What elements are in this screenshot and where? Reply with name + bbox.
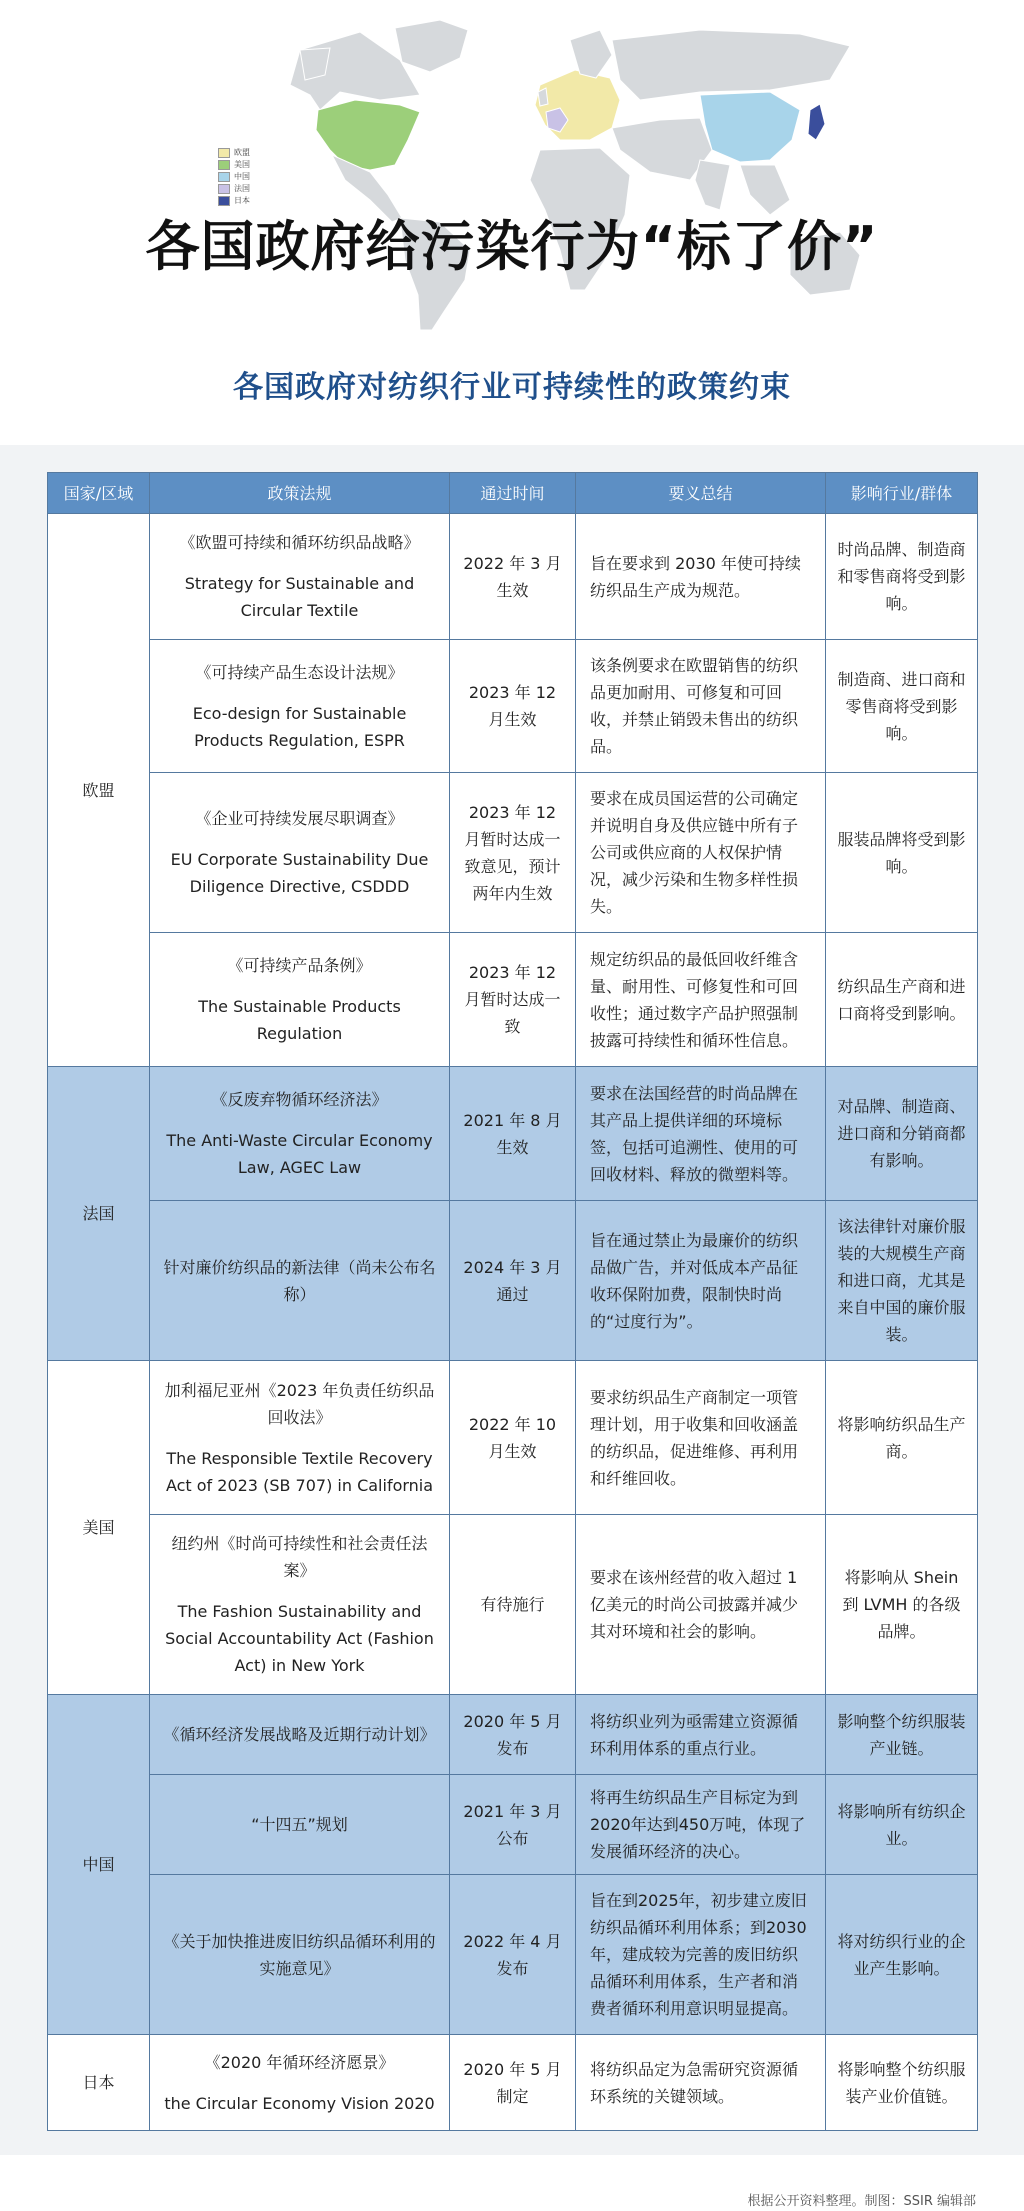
header-summary: 要义总结	[576, 473, 826, 514]
impact-cell: 服装品牌将受到影响。	[826, 773, 978, 933]
summary-cell: 规定纺织品的最低回收纤维含量、耐用性、可修复性和可回收性；通过数字产品护照强制披露可持续性和循环性信息。	[576, 933, 826, 1067]
table-row	[48, 1695, 978, 1775]
table-header-row	[48, 473, 978, 514]
table-row	[48, 1515, 978, 1695]
table-row	[48, 1067, 978, 1201]
summary-cell: 将纺织业列为亟需建立资源循环利用体系的重点行业。	[576, 1695, 826, 1775]
date-cell: 2024 年 3 月通过	[450, 1201, 576, 1361]
legend-item-eu	[218, 147, 250, 159]
policy-en: Eco-design for Sustainable Products Regulation, ESPR	[192, 703, 407, 750]
policy-en: Strategy for Sustainable and Circular Textile	[184, 574, 415, 620]
legend-item-china	[218, 171, 250, 183]
legend-swatch	[218, 184, 230, 194]
policy-cell: 针对廉价纺织品的新法律（尚未公布名称）	[150, 1201, 450, 1361]
source-note: 根据公开资料整理。制图：SSIR 编辑部	[747, 2194, 976, 2209]
policy-en: The Sustainable Products Regulation	[198, 997, 401, 1043]
page-subtitle: 各国政府对纺织行业可持续性的政策约束	[233, 370, 791, 405]
summary-cell: 旨在要求到 2030 年使可持续纺织品生产成为规范。	[576, 514, 826, 640]
policy-cell	[150, 1361, 450, 1515]
date-cell: 2022 年 4 月发布	[450, 1875, 576, 2035]
impact-cell: 将影响整个纺织服装产业价值链。	[826, 2035, 978, 2131]
impact-cell: 将影响从 Shein 到 LVMH 的各级品牌。	[826, 1515, 978, 1695]
table-row	[48, 933, 978, 1067]
summary-cell: 要求纺织品生产商制定一项管理计划，用于收集和回收涵盖的纺织品，促进维修、再利用和纤维回收。	[576, 1361, 826, 1515]
table-row	[48, 640, 978, 773]
impact-cell: 时尚品牌、制造商和零售商将受到影响。	[826, 514, 978, 640]
header-date: 通过时间	[450, 473, 576, 514]
policy-cell: “十四五”规划	[150, 1775, 450, 1875]
policy-en: The Fashion Sustainability and Social Accountability Act (Fashion Act) in New York	[165, 1602, 434, 1675]
policy-zh: 《企业可持续发展尽职调查》	[195, 809, 404, 828]
group-eu	[48, 514, 978, 1067]
impact-cell: 将影响所有纺织企业。	[826, 1775, 978, 1875]
table-row	[48, 1201, 978, 1361]
date-cell: 2021 年 3 月公布	[450, 1775, 576, 1875]
policy-cell: 《关于加快推进废旧纺织品循环利用的实施意见》	[150, 1875, 450, 2035]
policy-zh: 《可持续产品生态设计法规》	[195, 662, 404, 682]
legend-label: 中国	[234, 172, 250, 181]
policy-table	[47, 472, 978, 2131]
group-china	[48, 1695, 978, 2035]
impact-cell: 影响整个纺织服装产业链。	[826, 1695, 978, 1775]
summary-cell: 要求在该州经营的收入超过 1 亿美元的时尚公司披露并减少其对环境和社会的影响。	[576, 1515, 826, 1695]
date-cell: 有待施行	[450, 1515, 576, 1695]
group-usa	[48, 1361, 978, 1695]
policy-en: EU Corporate Sustainability Due Diligence Directive, CSDDD	[170, 850, 429, 896]
date-cell: 2022 年 3 月生效	[450, 514, 576, 640]
page-title: 各国政府给污染行为“标了价”	[145, 215, 879, 278]
summary-cell: 该条例要求在欧盟销售的纺织品更加耐用、可修复和可回收，并禁止销毁未售出的纺织品。	[576, 640, 826, 773]
policy-cell	[150, 514, 450, 640]
country-cell: 中国	[48, 1695, 150, 2035]
policy-zh: 《反废弃物循环经济法》	[211, 1090, 388, 1109]
table-row	[48, 1775, 978, 1875]
header-country: 国家/区域	[48, 473, 150, 514]
date-cell: 2022 年 10 月生效	[450, 1361, 576, 1515]
impact-cell: 该法律针对廉价服装的大规模生产商和进口商，尤其是来自中国的廉价服装。	[826, 1201, 978, 1361]
impact-cell: 将对纺织行业的企业产生影响。	[826, 1875, 978, 2035]
policy-en: the Circular Economy Vision 2020	[164, 2093, 435, 2113]
impact-cell: 对品牌、制造商、进口商和分销商都有影响。	[826, 1067, 978, 1201]
policy-cell	[150, 773, 450, 933]
group-japan	[48, 2035, 978, 2131]
country-cell: 法国	[48, 1067, 150, 1361]
summary-cell: 将纺织品定为急需研究资源循环系统的关键领域。	[576, 2035, 826, 2131]
legend-label: 法国	[234, 184, 250, 193]
policy-cell	[150, 1515, 450, 1695]
header-impact: 影响行业/群体	[826, 473, 978, 514]
table-row	[48, 1875, 978, 2035]
legend-label: 日本	[234, 196, 250, 205]
legend-label: 美国	[234, 160, 250, 169]
legend-item-usa	[218, 159, 250, 171]
header-policy: 政策法规	[150, 473, 450, 514]
date-cell: 2020 年 5 月发布	[450, 1695, 576, 1775]
summary-cell: 要求在成员国运营的公司确定并说明自身及供应链中所有子公司或供应商的人权保护情况，减少污染和生物多样性损失。	[576, 773, 826, 933]
legend-label: 欧盟	[234, 148, 250, 157]
table-row	[48, 1361, 978, 1515]
table-row	[48, 773, 978, 933]
impact-cell: 将影响纺织品生产商。	[826, 1361, 978, 1515]
policy-table-panel	[0, 445, 1024, 2155]
country-cell: 欧盟	[48, 514, 150, 1067]
policy-en: The Responsible Textile Recovery Act of 2023 (SB 707) in California	[165, 1448, 434, 1495]
group-france	[48, 1067, 978, 1361]
policy-cell	[150, 2035, 450, 2131]
policy-zh: 《欧盟可持续和循环纺织品战略》	[179, 533, 420, 552]
policy-cell	[150, 640, 450, 773]
legend-item-france	[218, 183, 250, 195]
summary-cell: 要求在法国经营的时尚品牌在其产品上提供详细的环境标签，包括可追溯性、使用的可回收材料、释放的微塑料等。	[576, 1067, 826, 1201]
country-cell: 美国	[48, 1361, 150, 1695]
impact-cell: 纺织品生产商和进口商将受到影响。	[826, 933, 978, 1067]
policy-zh: 纽约州《时尚可持续性和社会责任法案》	[171, 1534, 428, 1580]
legend-swatch	[218, 172, 230, 182]
map-legend	[218, 147, 250, 207]
policy-en: The Anti-Waste Circular Economy Law, AGEC Law	[166, 1131, 433, 1177]
policy-zh: 《2020 年循环经济愿景》	[204, 2052, 395, 2072]
summary-cell: 将再生纺织品生产目标定为到2020年达到450万吨，体现了发展循环经济的决心。	[576, 1775, 826, 1875]
date-cell: 2023 年 12 月生效	[450, 640, 576, 773]
legend-swatch	[218, 160, 230, 170]
date-cell: 2023 年 12 月暂时达成一致	[450, 933, 576, 1067]
date-cell: 2020 年 5 月制定	[450, 2035, 576, 2131]
country-cell: 日本	[48, 2035, 150, 2131]
date-cell: 2023 年 12 月暂时达成一致意见，预计两年内生效	[450, 773, 576, 933]
date-cell: 2021 年 8 月生效	[450, 1067, 576, 1201]
table-row	[48, 2035, 978, 2131]
impact-cell: 制造商、进口商和零售商将受到影响。	[826, 640, 978, 773]
policy-zh: 加利福尼亚州《2023 年负责任纺织品回收法》	[164, 1380, 435, 1427]
policy-cell	[150, 933, 450, 1067]
summary-cell: 旨在通过禁止为最廉价的纺织品做广告，并对低成本产品征收环保附加费，限制快时尚的“过度行为”。	[576, 1201, 826, 1361]
policy-cell	[150, 1067, 450, 1201]
table-row	[48, 514, 978, 640]
policy-zh: 《可持续产品条例》	[227, 956, 372, 975]
policy-cell: 《循环经济发展战略及近期行动计划》	[150, 1695, 450, 1775]
summary-cell: 旨在到2025年，初步建立废旧纺织品循环利用体系；到2030年，建成较为完善的废旧纺织品循环利用体系，生产者和消费者循环利用意识明显提高。	[576, 1875, 826, 2035]
legend-swatch	[218, 148, 230, 158]
